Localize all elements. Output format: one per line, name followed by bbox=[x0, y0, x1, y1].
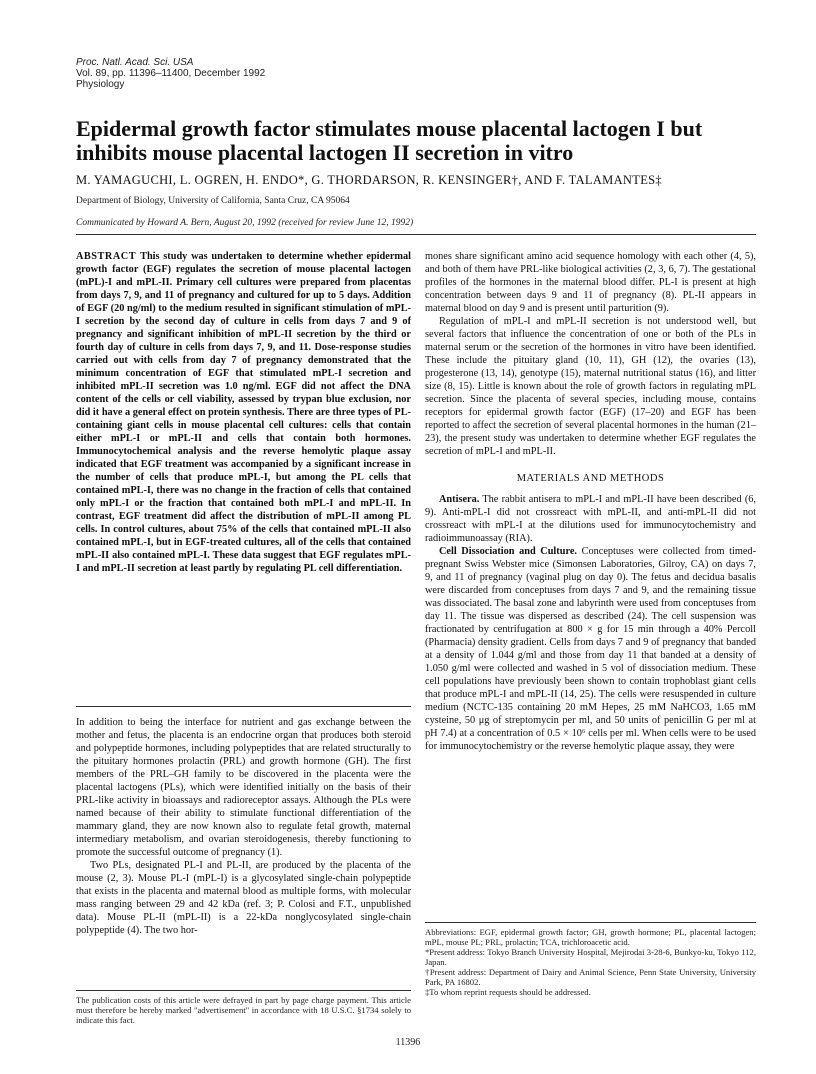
publication-costs-note: The publication costs of this article were defrayed in part by page charge payment. This article must therefore be hereby marked "advertisement" in accordance with 18 U.S.C. §1734 solely to indicate this fact. bbox=[76, 995, 411, 1025]
subheading-antisera: Antisera. bbox=[439, 494, 480, 505]
footnote-kensinger: †Present address: Department of Dairy and Animal Science, Penn State University, University Park, PA 16802. bbox=[425, 967, 756, 987]
footnote-abbreviations: Abbreviations: EGF, epidermal growth factor; GH, growth hormone; PL, placental lactogen; mPL, mouse PL; PRL, prolactin; TCA, trichloroacetic acid. bbox=[425, 927, 756, 947]
abstract-text: This study was undertaken to determine whether epidermal growth factor (EGF) regulates the secretion of mouse placental lactogen (mPL)-I and mPL-II. Primary cell cultures were prepared from placentas from days 7, 9, and 11 of pregnancy and cultured for up to 5 days. Addition of EGF (20 ng/ml) to the medium resulted in significant stimulation of mPL-I secretion by the second day of culture in cells from days 7 and 9 of pregnancy and significant inhibition of mPL-II secretion by the third or fourth day of culture in cells from days 7, 9, and 11. Dose-response studies carried out with cells from day 7 of pregnancy demonstrated that the minimum concentration of EGF that stimulated mPL-I secretion and inhibited mPL-II secretion was 1.0 ng/ml. EGF did not affect the DNA content of the cells or cell viability, assessed by trypan blue exclusion, nor did it have a general effect on protein synthesis. There are three types of PL-containing giant cells in mouse placental cell cultures: cells that contain either mPL-I or mPL-II and cells that contain both hormones. Immunocytochemical analysis and the reverse hemolytic plaque assay indicated that EGF treatment was accompanied by a significant increase in the number of cells that produce mPL-I, but among the PL cells that contained mPL-I, there was no change in the fraction of cells that contained only mPL-I or the fraction that contained both mPL-I and mPL-II. In contrast, EGF treatment did affect the distribution of mPL-II among PL cells. In control cultures, about 75% of the cells that contained mPL-II also contained mPL-I, but in EGF-treated cultures, all of the cells that contained mPL-II also contained mPL-I. These data suggest that EGF regulates mPL-I and mPL-II secretion at least partly by regulating PL cell differentiation. bbox=[76, 251, 411, 574]
volume-line: Vol. 89, pp. 11396–11400, December 1992 bbox=[76, 68, 266, 79]
abstract-divider bbox=[76, 706, 411, 707]
article-title: Epidermal growth factor stimulates mouse placental lactogen I but inhibits mouse placental lactogen II secretion in vitro bbox=[76, 116, 703, 165]
affiliation: Department of Biology, University of California, Santa Cruz, CA 95064 bbox=[76, 196, 350, 206]
methods-paragraph bbox=[425, 545, 756, 753]
methods-section bbox=[425, 493, 756, 753]
antisera-text: The rabbit antisera to mPL-I and mPL-II have been described (6, 9). Anti-mPL-I did not crossreact with mPL-II, and anti-mPL-II did not crossreact with mPL-I at the dilutions used for immunocytochemistry and radioimmunoassay (RIA). bbox=[425, 494, 757, 544]
culture-text: Conceptuses were collected from timed-pregnant Swiss Webster mice (Simonsen Laboratories, Gilroy, CA) on days 7, 9, and 11 of pregnancy (vaginal plug on day 0). The fetus and decidua basalis were discarded from conceptuses from days 7 and 9, and the remaining tissue was dissociated. The basal zone and labyrinth were used from conceptuses from day 11. The tissue was dispersed as described (24). The cell suspension was fractionated by centrifugation at 800 × g for 15 min through a 40% Percoll (Pharmacia) density gradient. Cells from days 7 and 9 of pregnancy that banded at a density of 1.044 g/ml and those from day 11 that banded at a density of 1.050 g/ml were collected and washed in 5 vol of dissociation medium. These cell populations have previously been shown to contain trophoblast giant cells that produce mPL-I and mPL-II (14, 25). The cells were resuspended in culture medium (NCTC-135 containing 20 mM Hepes, 25 mM NaHCO3, 1.65 mM cysteine, 50 μg of streptomycin per ml, and 50 units of penicillin G per ml at pH 7.4) at a concentration of 0.5 × 10⁶ cells per ml. When cells were to be used for immunocytochemistry or the reverse hemolytic plaque assay, they were bbox=[425, 546, 757, 752]
footnote-endo: *Present address: Tokyo Branch University Hospital, Mejirodai 3-28-6, Bunkyo-ku, Tokyo 112, Japan. bbox=[425, 947, 756, 967]
left-column bbox=[76, 250, 411, 700]
section-name: Physiology bbox=[76, 79, 125, 90]
communicated-line: Communicated by Howard A. Bern, August 20, 1992 (received for review June 12, 1992) bbox=[76, 218, 414, 228]
abstract bbox=[76, 250, 411, 700]
introduction-left bbox=[76, 716, 411, 937]
footnote-divider bbox=[425, 922, 756, 923]
section-heading-methods: MATERIALS AND METHODS bbox=[516, 473, 665, 484]
footnote-reprints: ‡To whom reprint requests should be addressed. bbox=[425, 987, 591, 997]
costs-divider bbox=[76, 990, 411, 991]
intro-paragraph: Two PLs, designated PL-I and PL-II, are produced by the placenta of the mouse (2, 3). Mouse PL-I (mPL-I) is a glycosylated single-chain polypeptide that exists in the placenta and maternal blood as multiple forms, with molecular mass ranging between 29 and 42 kDa (ref. 3; P. Colosi and F.T., unpublished data). Mouse PL-II (mPL-II) is a 22-kDa nonglycosylated single-chain polypeptide (4). The two hor- bbox=[76, 860, 411, 936]
journal-masthead bbox=[76, 57, 265, 90]
intro-paragraph: In addition to being the interface for nutrient and gas exchange between the mother and fetus, the placenta is an endocrine organ that produces both steroid and polypeptide hormones, including polypeptides that are related structurally to the pituitary hormones prolactin (PRL) and growth hormone (GH). The first members of the PRL–GH family to be discovered in the placenta were the placental lactogens (PLs), which were identified initially on the basis of their PRL-like activity in bioassays and radioreceptor assays. Although the PLs were named because of their ability to stimulate functional differentiation of the mammary gland, they are now known also to regulate fetal growth, maternal intermediary metabolism, and ovarian steroidogenesis, thereby functioning to promote the successful outcome of pregnancy (1). bbox=[76, 717, 411, 858]
journal-name: Proc. Natl. Acad. Sci. USA bbox=[76, 57, 194, 68]
author-list: M. YAMAGUCHI, L. OGREN, H. ENDO*, G. THORDARSON, R. KENSINGER†, AND F. TALAMANTES‡ bbox=[76, 173, 662, 187]
intro-paragraph: Regulation of mPL-I and mPL-II secretion is not understood well, but several factors that influence the concentration of one or both of the PLs in maternal serum or the secretion of the hormones in vitro have been identified. These include the pituitary gland (10, 11), GH (12), the ovaries (13), progesterone (13, 14), genotype (15), maternal nutritional status (16), and litter size (8, 15). Little is known about the role of growth factors in regulating mPL secretion. Since the placenta of several species, including mouse, contains receptors for epidermal growth factor (EGF) (17–20) and EGF has been reported to affect the secretion of several placental hormones in the human (21–23), the present study was undertaken to determine whether EGF regulates the secretion of mPL-I and mPL-II. bbox=[425, 316, 756, 457]
subheading-culture: Cell Dissociation and Culture. bbox=[439, 546, 577, 557]
intro-paragraph: mones share significant amino acid sequence homology with each other (4, 5), and both of them have PRL-like biological activities (2, 3, 6, 7). The gestational profiles of the hormones in the maternal blood differ. PL-I is present at high concentration between days 9 and 11 of pregnancy (8). PL-II appears in maternal blood on day 9 and is present until parturition (9). bbox=[425, 251, 756, 314]
abstract-label: ABSTRACT bbox=[76, 251, 137, 262]
methods-paragraph bbox=[425, 493, 756, 545]
right-column bbox=[425, 250, 756, 753]
header-divider bbox=[76, 234, 756, 235]
introduction-right bbox=[425, 250, 756, 458]
page-number: 11396 bbox=[395, 1037, 421, 1048]
footnotes bbox=[425, 927, 756, 997]
